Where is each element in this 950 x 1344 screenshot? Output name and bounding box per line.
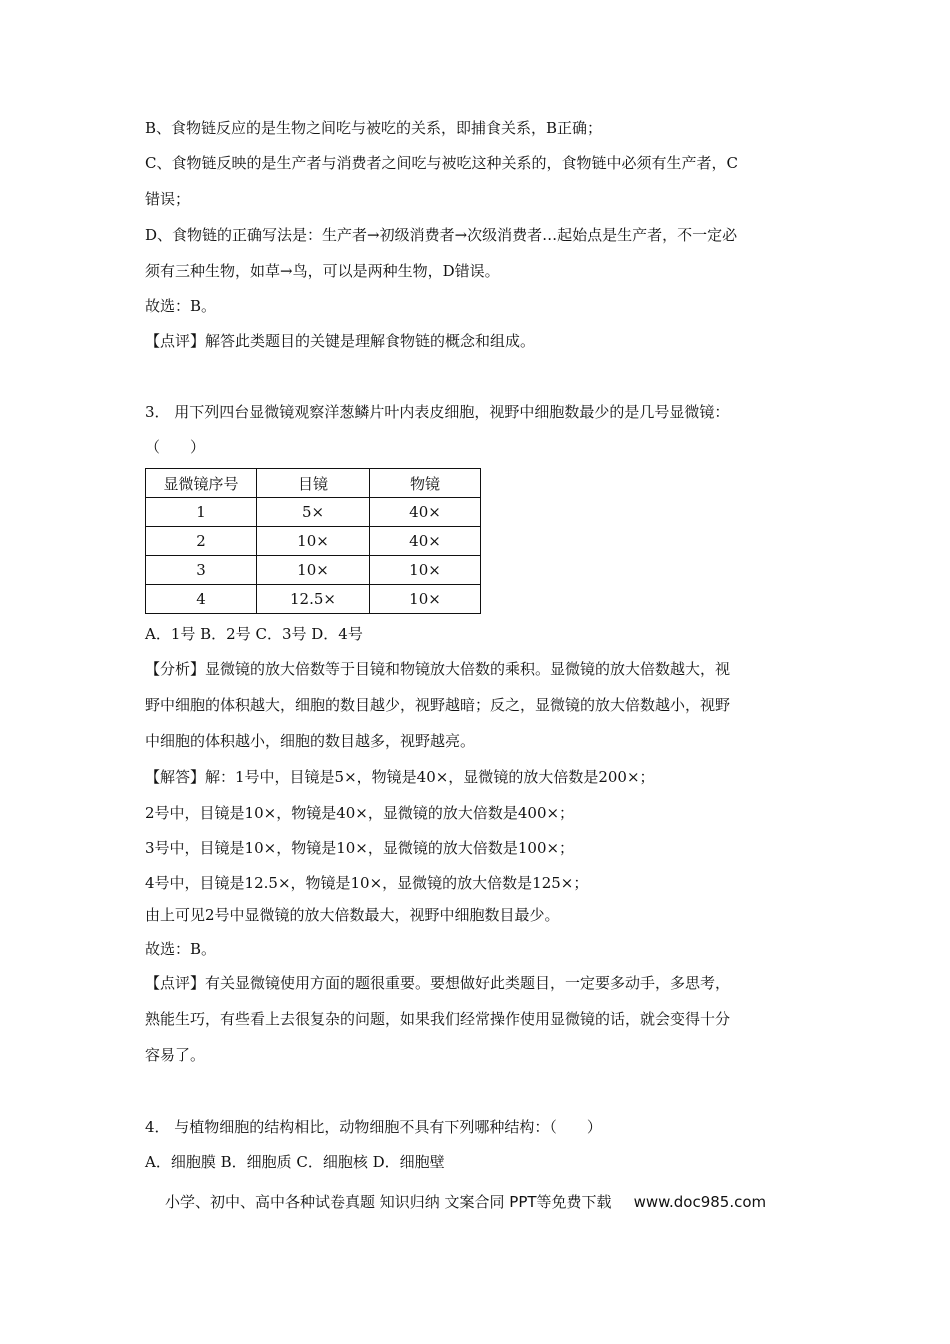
q3-final-answer: 故选：B。 <box>145 940 217 958</box>
table-cell: 4 <box>146 585 257 614</box>
q3-answer-line: 由上可见2号中显微镜的放大倍数最大，视野中细胞数目最少。 <box>145 906 560 924</box>
table-cell: 40× <box>370 498 481 527</box>
q3-answer-line: 4号中，目镜是12.5×，物镜是10×，显微镜的放大倍数是125×； <box>145 874 589 892</box>
footer-text: 小学、初中、高中各种试卷真题 知识归纳 文案合同 PPT等免费下载 <box>165 1193 612 1211</box>
table-cell: 5× <box>257 498 370 527</box>
q2-option-c-explanation: C、食物链反映的是生产者与消费者之间吃与被吃这种关系的，食物链中必须有生产者，C <box>145 154 738 172</box>
table-header-cell: 目镜 <box>257 469 370 498</box>
q2-option-d-explanation: D、食物链的正确写法是：生产者→初级消费者→次级消费者…起始点是生产者，不一定必 <box>145 226 738 244</box>
table-row <box>146 498 481 527</box>
q3-comment-line: 容易了。 <box>145 1046 206 1064</box>
table-cell: 10× <box>370 556 481 585</box>
q3-options: A．1号 B．2号 C．3号 D．4号 <box>145 625 363 643</box>
q3-analysis-line: 野中细胞的体积越大，细胞的数目越少，视野越暗；反之，显微镜的放大倍数越小，视野 <box>145 696 731 714</box>
table-cell: 40× <box>370 527 481 556</box>
q2-option-c-explanation-cont: 错误； <box>145 190 191 208</box>
q3-analysis-line: 【分析】显微镜的放大倍数等于目镜和物镜放大倍数的乘积。显微镜的放大倍数越大，视 <box>145 660 731 678</box>
table-row <box>146 556 481 585</box>
table-cell: 1 <box>146 498 257 527</box>
table-cell: 10× <box>257 556 370 585</box>
table-cell: 3 <box>146 556 257 585</box>
q3-answer-line: 3号中，目镜是10×，物镜是10×，显微镜的放大倍数是100×； <box>145 839 575 857</box>
q4-options: A．细胞膜 B．细胞质 C．细胞核 D．细胞壁 <box>145 1153 445 1171</box>
q3-question: 3． 用下列四台显微镜观察洋葱鳞片叶内表皮细胞，视野中细胞数最少的是几号显微镜： <box>145 403 730 421</box>
q3-answer-paren: （ ） <box>145 438 206 456</box>
table-cell: 10× <box>257 527 370 556</box>
table-row <box>146 527 481 556</box>
q3-answer-line: 2号中，目镜是10×，物镜是40×，显微镜的放大倍数是400×； <box>145 804 575 822</box>
q2-option-b-explanation: B、食物链反应的是生物之间吃与被吃的关系，即捕食关系，B正确； <box>145 119 603 137</box>
page-footer <box>165 1192 766 1212</box>
q3-analysis-line: 中细胞的体积越小，细胞的数目越多，视野越亮。 <box>145 732 476 750</box>
table-cell: 2 <box>146 527 257 556</box>
table-header-cell: 显微镜序号 <box>146 469 257 498</box>
table-cell: 12.5× <box>257 585 370 614</box>
table-cell: 10× <box>370 585 481 614</box>
microscope-table <box>145 468 481 614</box>
q2-option-d-explanation-cont: 须有三种生物，如草→鸟，可以是两种生物，D错误。 <box>145 262 500 280</box>
q3-comment-line: 熟能生巧，有些看上去很复杂的问题，如果我们经常操作使用显微镜的话，就会变得十分 <box>145 1010 731 1028</box>
q4-question: 4． 与植物细胞的结构相比，动物细胞不具有下列哪种结构：（ ） <box>145 1118 602 1136</box>
q2-comment: 【点评】解答此类题目的关键是理解食物链的概念和组成。 <box>145 332 536 350</box>
q2-final-answer: 故选：B。 <box>145 297 217 315</box>
table-row <box>146 585 481 614</box>
table-header-row <box>146 469 481 498</box>
footer-url[interactable]: www.doc985.com <box>633 1193 767 1211</box>
q3-comment-line: 【点评】有关显微镜使用方面的题很重要。要想做好此类题目，一定要多动手，多思考， <box>145 974 731 992</box>
q3-answer-line: 【解答】解：1号中，目镜是5×，物镜是40×，显微镜的放大倍数是200×； <box>145 768 655 786</box>
table-header-cell: 物镜 <box>370 469 481 498</box>
